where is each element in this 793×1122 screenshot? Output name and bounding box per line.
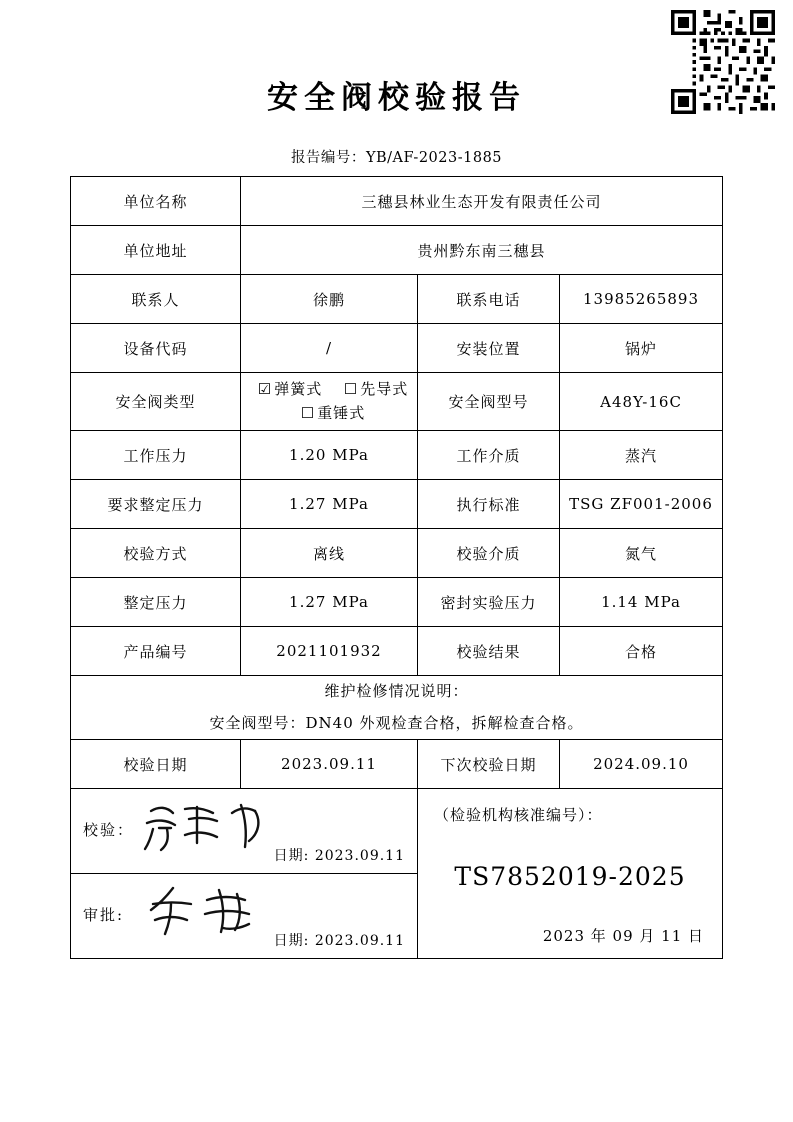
check-medium-value: 氮气 (560, 529, 723, 578)
table-row (71, 324, 723, 373)
approver-label: 审批: (83, 906, 125, 924)
table-row-signatures (71, 789, 723, 959)
report-number (0, 146, 793, 167)
checkbox-pilot-label: 先导式 (360, 380, 409, 399)
table-row (71, 480, 723, 529)
product-number-value: 2021101932 (241, 627, 418, 676)
standard-label: 执行标准 (418, 480, 560, 529)
maintenance-notes-body: 安全阀型号：DN40 外观检查合格，拆解检查合格。 (209, 713, 584, 732)
table-row (71, 627, 723, 676)
valve-model-value: A48Y-16C (560, 373, 723, 431)
certificate-date: 2023 年 09 月 11 日 (542, 926, 705, 945)
table-row (71, 529, 723, 578)
certificate-title: （检验机构核准编号）： (434, 805, 603, 824)
seal-test-pressure-value: 1.14 MPa (560, 578, 723, 627)
check-date-label: 校验日期 (71, 740, 241, 789)
table-row (71, 431, 723, 480)
table-row (71, 275, 723, 324)
set-pressure-value: 1.27 MPa (241, 578, 418, 627)
required-set-pressure-label: 要求整定压力 (71, 480, 241, 529)
maintenance-notes-title: 维护检修情况说明： (324, 682, 469, 700)
phone-value: 13985265893 (560, 275, 723, 324)
work-medium-label: 工作介质 (418, 431, 560, 480)
report-table (70, 176, 723, 959)
contact-value: 徐鹏 (241, 275, 418, 324)
work-pressure-label: 工作压力 (71, 431, 241, 480)
check-medium-label: 校验介质 (418, 529, 560, 578)
report-number-value: YB/AF-2023-1885 (365, 150, 503, 166)
unit-address-value: 贵州黔东南三穗县 (241, 226, 723, 275)
table-row (71, 226, 723, 275)
approver-date: 日期: 2023.09.11 (273, 933, 405, 949)
check-result-label: 校验结果 (418, 627, 560, 676)
install-location-value: 锅炉 (560, 324, 723, 373)
table-row (71, 373, 723, 431)
approver-signature-block (71, 874, 417, 958)
table-row (71, 578, 723, 627)
checker-label: 校验： (83, 821, 135, 839)
page-title: 安全阀校验报告 (267, 80, 526, 116)
check-method-label: 校验方式 (71, 529, 241, 578)
device-code-label: 设备代码 (71, 324, 241, 373)
product-number-label: 产品编号 (71, 627, 241, 676)
checkbox-pilot[interactable]: ☐ (343, 380, 359, 399)
install-location-label: 安装位置 (418, 324, 560, 373)
check-result-value: 合格 (560, 627, 723, 676)
certificate-block (418, 790, 722, 958)
valve-type-label: 安全阀类型 (71, 373, 241, 431)
work-pressure-value: 1.20 MPa (241, 431, 418, 480)
valve-type-options (241, 373, 418, 431)
maintenance-notes (71, 676, 723, 740)
standard-value: TSG ZF001-2006 (560, 480, 723, 529)
unit-name-value: 三穗县林业生态开发有限责任公司 (241, 177, 723, 226)
checkbox-spring-label: 弹簧式 (274, 380, 323, 399)
required-set-pressure-value: 1.27 MPa (241, 480, 418, 529)
check-method-value: 离线 (241, 529, 418, 578)
unit-address-label: 单位地址 (71, 226, 241, 275)
table-row (71, 177, 723, 226)
table-row-notes (71, 676, 723, 740)
unit-name-label: 单位名称 (71, 177, 241, 226)
next-check-date-label: 下次校验日期 (418, 740, 560, 789)
check-date-value: 2023.09.11 (241, 740, 418, 789)
valve-model-label: 安全阀型号 (418, 373, 560, 431)
seal-test-pressure-label: 密封实验压力 (418, 578, 560, 627)
set-pressure-label: 整定压力 (71, 578, 241, 627)
certificate-number: TS7852019-2025 (454, 861, 686, 891)
device-code-value: / (241, 324, 418, 373)
next-check-date-value: 2024.09.10 (560, 740, 723, 789)
table-row (71, 740, 723, 789)
checker-signature-block (71, 789, 417, 873)
checkbox-weight[interactable]: ☐ (300, 403, 316, 422)
phone-label: 联系电话 (418, 275, 560, 324)
checkbox-weight-label: 重锤式 (317, 403, 366, 422)
checkbox-spring[interactable]: ☑ (257, 380, 273, 399)
contact-label: 联系人 (71, 275, 241, 324)
report-number-label: 报告编号： (290, 150, 366, 166)
checker-date: 日期: 2023.09.11 (273, 848, 405, 864)
work-medium-value: 蒸汽 (560, 431, 723, 480)
